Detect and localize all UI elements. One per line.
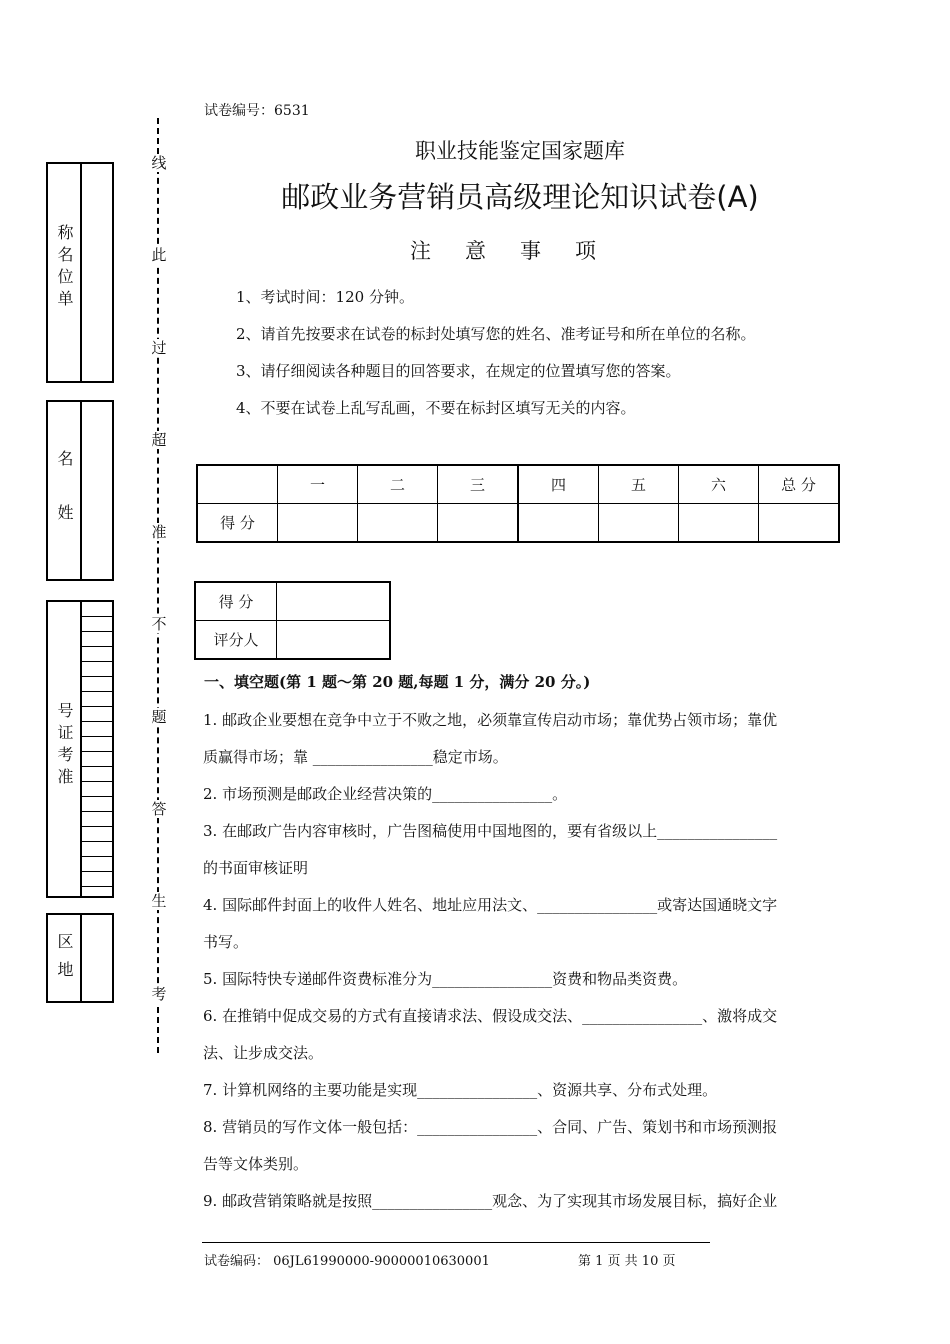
seal-char: 此 xyxy=(151,246,167,264)
question-line: 告等文体类别。 xyxy=(203,1155,309,1173)
seal-char: 题 xyxy=(151,708,167,726)
exam-id-grid xyxy=(82,602,112,896)
score-header-cell: 三 xyxy=(438,465,519,504)
note-item: 3、请仔细阅读各种题目的回答要求，在规定的位置填写您的答案。 xyxy=(236,362,681,380)
seal-char: 准 xyxy=(151,523,167,541)
seal-char: 生 xyxy=(151,892,167,910)
exam-id-label xyxy=(52,702,76,790)
exam-id-label-text: 号证考准 xyxy=(55,702,74,790)
footer-rule xyxy=(202,1242,710,1243)
grader-score-cell[interactable] xyxy=(277,582,391,621)
unit-label-text: 称名位单 xyxy=(55,224,74,312)
score-cell[interactable] xyxy=(358,504,438,543)
notice-title: 注意事项 xyxy=(410,239,630,263)
score-header-cell: 五 xyxy=(599,465,679,504)
question-line: 5. 国际特快专递邮件资费标准分为________________资费和物品类资费。 xyxy=(203,970,688,988)
question-line: 1. 邮政企业要想在竞争中立于不败之地，必须靠宣传启动市场；靠优势占领市场；靠优 xyxy=(203,711,778,729)
score-row-label: 得 分 xyxy=(197,504,278,543)
question-line: 2. 市场预测是邮政企业经营决策的________________。 xyxy=(203,785,568,803)
seal-char: 不 xyxy=(151,615,167,633)
note-item: 4、不要在试卷上乱写乱画，不要在标封区填写无关的内容。 xyxy=(236,399,636,417)
name-label-text: 名姓 xyxy=(55,450,74,558)
question-line: 4. 国际邮件封面上的收件人姓名、地址应用法文、________________或寄达国通晓文字 xyxy=(203,896,778,914)
question-line: 法、让步成交法。 xyxy=(203,1044,324,1062)
score-cell[interactable] xyxy=(278,504,358,543)
seal-char: 超 xyxy=(151,431,167,449)
footer-page: 第 1 页 共 10 页 xyxy=(578,1254,676,1269)
section-title: 一、填空题(第 1 题～第 20 题,每题 1 分，满分 20 分。) xyxy=(204,673,591,691)
bank-title: 职业技能鉴定国家题库 xyxy=(415,139,625,163)
question-line: 8. 营销员的写作文体一般包括：________________、合同、广告、策划书和市场预测报 xyxy=(203,1118,778,1136)
score-header-cell: 四 xyxy=(518,465,599,504)
unit-name-label xyxy=(52,224,76,312)
grader-name-cell[interactable] xyxy=(277,621,391,660)
score-header-cell xyxy=(197,465,278,504)
paper-code: 试卷编号：6531 xyxy=(204,103,310,119)
score-header-cell: 六 xyxy=(679,465,759,504)
grader-score-label: 得 分 xyxy=(195,582,277,621)
question-list xyxy=(203,702,843,1220)
question-line: 的书面审核证明 xyxy=(203,859,309,877)
score-header-cell: 总 分 xyxy=(759,465,840,504)
region-label-text: 区地 xyxy=(55,933,74,989)
region-label xyxy=(52,933,76,989)
score-table-row xyxy=(197,504,839,543)
exam-id-box xyxy=(46,600,114,898)
score-header-cell: 一 xyxy=(278,465,358,504)
question-line: 3. 在邮政广告内容审核时，广告图稿使用中国地图的，要有省级以上________________ xyxy=(203,822,778,840)
name-label xyxy=(52,450,76,558)
region-box xyxy=(46,913,114,1003)
score-cell[interactable] xyxy=(679,504,759,543)
note-item: 2、请首先按要求在试卷的标封处填写您的姓名、准考证号和所在单位的名称。 xyxy=(236,325,756,343)
exam-title: 邮政业务营销员高级理论知识试卷(A) xyxy=(281,180,759,214)
question-line: 7. 计算机网络的主要功能是实现________________、资源共享、分布式处理。 xyxy=(203,1081,718,1099)
seal-char: 考 xyxy=(151,985,167,1003)
notes-list xyxy=(236,283,756,431)
unit-name-box xyxy=(46,162,114,383)
score-table xyxy=(196,464,840,543)
score-cell[interactable] xyxy=(759,504,840,543)
seal-char: 答 xyxy=(151,800,167,818)
seal-char: 线 xyxy=(151,154,167,172)
name-box xyxy=(46,400,114,581)
grader-name-label: 评分人 xyxy=(195,621,277,660)
score-table-header-row xyxy=(197,465,839,504)
question-line: 书写。 xyxy=(203,933,249,951)
score-header-cell: 二 xyxy=(358,465,438,504)
score-cell[interactable] xyxy=(518,504,599,543)
question-line: 9. 邮政营销策略就是按照________________观念、为了实现其市场发展目标，搞好企业 xyxy=(203,1192,778,1210)
note-item: 1、考试时间：120 分钟。 xyxy=(236,288,414,306)
footer-code: 试卷编码： 06JL61990000-90000010630001 xyxy=(204,1254,490,1269)
question-line: 质赢得市场；靠 ________________稳定市场。 xyxy=(203,748,508,766)
grader-table xyxy=(194,581,391,660)
seal-char: 过 xyxy=(151,339,167,357)
score-cell[interactable] xyxy=(599,504,679,543)
question-line: 6. 在推销中促成交易的方式有直接请求法、假设成交法、________________、激将成交 xyxy=(203,1007,778,1025)
score-cell[interactable] xyxy=(438,504,519,543)
